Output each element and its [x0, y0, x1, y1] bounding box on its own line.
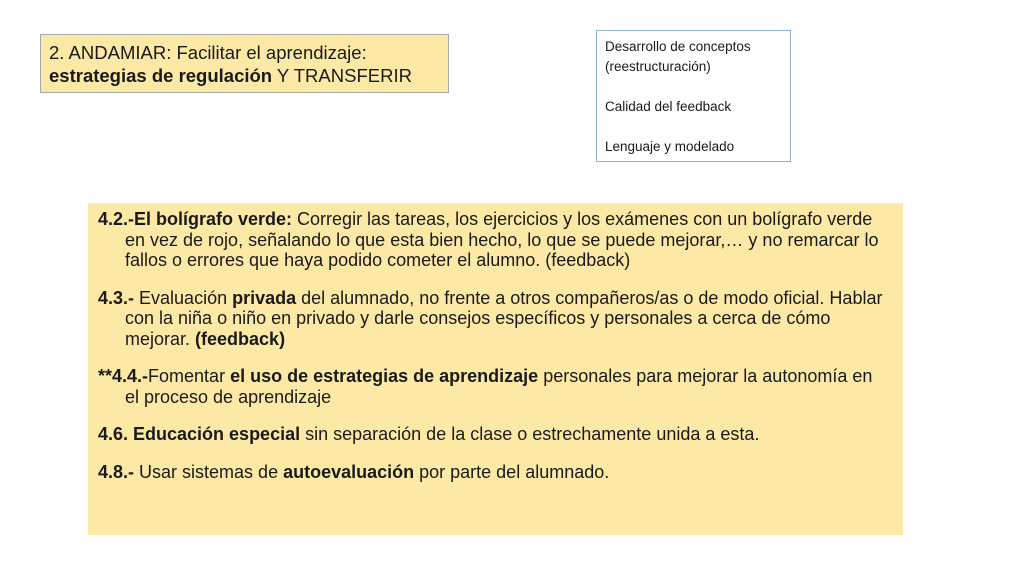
title-rest: Y TRANSFERIR [272, 65, 412, 86]
item-heading: 4.8.- [98, 461, 135, 482]
item-heading: 4.6. Educación especial [98, 424, 301, 444]
item-text: Corregir las tareas, los ejercicios y los exámenes con un bolígrafo verde en vez de rojo, señalando lo que esta bien hecho, lo que se puede mejorar,… y no remarcar lo fallos o errores que haya podido cometer el alumno. (feedback) [125, 209, 879, 270]
side-note-language-modeling: Lenguaje y modelado [605, 139, 735, 154]
content-box [88, 203, 903, 535]
slide-title [40, 34, 449, 93]
list-item-self-evaluation [98, 462, 891, 483]
item-emphasis: autoevaluación [283, 461, 415, 482]
list-item-special-education [98, 424, 891, 445]
item-emphasis: el uso de estrategias de aprendizaje [230, 366, 539, 386]
item-text: sin separación de la clase o estrechamente unida a esta. [300, 424, 760, 444]
item-text: del alumnado, no frente a otros compañeros/as o de modo oficial. Hablar con la niña o niño en privado y darle consejos específicos y personales a cerca de cómo mejorar. [125, 287, 883, 349]
side-note-concepts: Desarrollo de conceptos [605, 39, 751, 54]
title-line-2 [49, 64, 440, 87]
side-note-feedback-quality: Calidad del feedback [605, 99, 732, 114]
side-note-restructuring: (reestructuración) [605, 59, 711, 74]
title-bold-phrase: estrategias de regulación [49, 65, 273, 86]
item-emphasis: privada [232, 287, 297, 308]
item-text: por parte del alumnado. [414, 461, 610, 482]
item-emphasis: (feedback) [195, 328, 286, 349]
item-text: personales para mejorar la autonomía en el proceso de aprendizaje [125, 366, 873, 407]
item-text: Usar sistemas de [134, 461, 284, 482]
title-line-1: 2. ANDAMIAR: Facilitar el aprendizaje: [49, 42, 367, 63]
item-heading: 4.3.- [98, 287, 135, 308]
item-text: Fomentar [148, 366, 231, 386]
list-item-learning-strategies [98, 366, 891, 407]
side-notes-box [596, 30, 791, 162]
list-item-green-pen [98, 209, 891, 271]
item-text: Evaluación [134, 287, 233, 308]
list-item-private-evaluation [98, 288, 891, 350]
item-heading: **4.4.- [98, 366, 149, 386]
item-heading: 4.2.-El bolígrafo verde: [98, 209, 293, 229]
